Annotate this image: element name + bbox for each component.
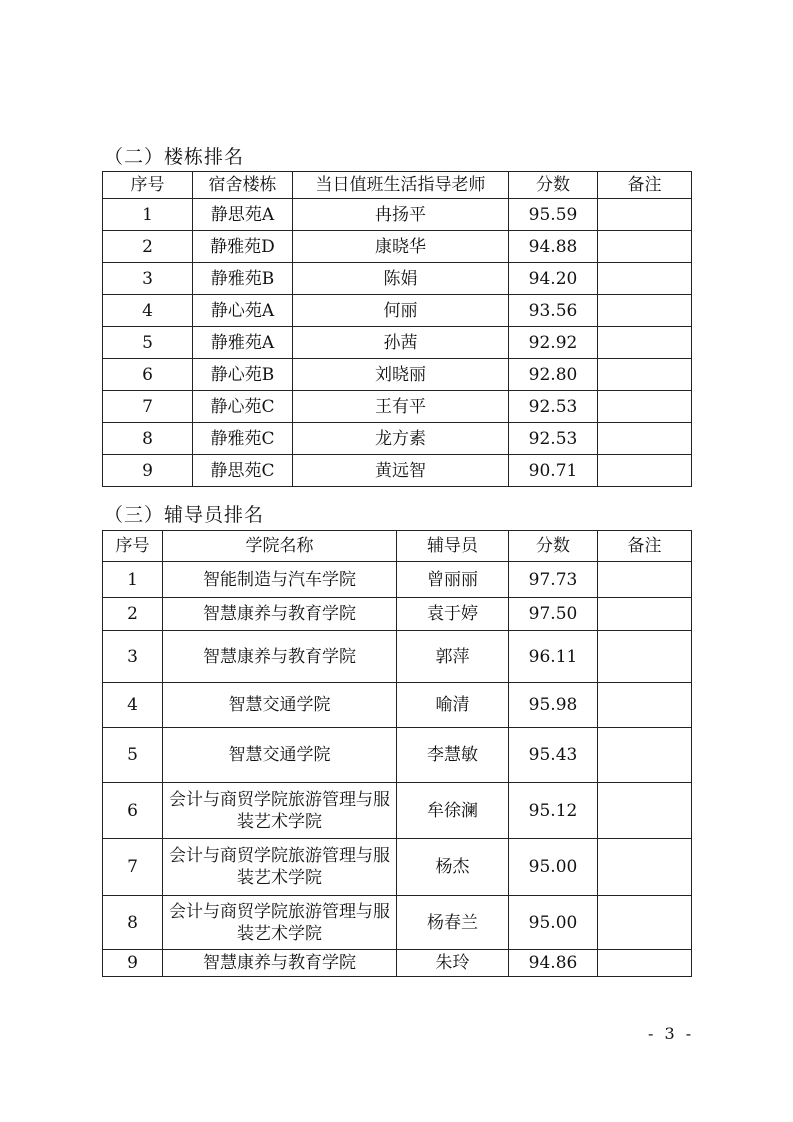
cell-teacher: 刘晓丽 — [293, 359, 509, 391]
cell-score: 92.80 — [509, 359, 598, 391]
cell-note — [598, 783, 692, 839]
table-row — [103, 423, 692, 455]
cell-teacher: 陈娟 — [293, 263, 509, 295]
cell-score: 95.12 — [509, 783, 598, 839]
table-row — [103, 728, 692, 783]
header-note: 备注 — [598, 172, 692, 199]
cell-note — [598, 391, 692, 423]
cell-no: 2 — [103, 231, 193, 263]
cell-score: 97.73 — [509, 562, 598, 598]
cell-counselor: 李慧敏 — [397, 728, 509, 783]
cell-counselor: 郭萍 — [397, 631, 509, 683]
cell-teacher: 王有平 — [293, 391, 509, 423]
cell-college: 智慧康养与教育学院 — [163, 950, 397, 977]
cell-score: 92.92 — [509, 327, 598, 359]
table-row — [103, 683, 692, 728]
table-row — [103, 359, 692, 391]
cell-note — [598, 295, 692, 327]
cell-college: 智慧康养与教育学院 — [163, 631, 397, 683]
header-score: 分数 — [509, 531, 598, 562]
cell-score: 92.53 — [509, 391, 598, 423]
cell-no: 1 — [103, 199, 193, 231]
header-building: 宿舍楼栋 — [193, 172, 293, 199]
cell-no: 5 — [103, 728, 163, 783]
cell-no: 4 — [103, 295, 193, 327]
table-row — [103, 631, 692, 683]
cell-building: 静思苑C — [193, 455, 293, 487]
cell-counselor: 朱玲 — [397, 950, 509, 977]
cell-note — [598, 728, 692, 783]
header-college: 学院名称 — [163, 531, 397, 562]
cell-no: 4 — [103, 683, 163, 728]
cell-no: 6 — [103, 783, 163, 839]
cell-no: 3 — [103, 631, 163, 683]
cell-note — [598, 683, 692, 728]
cell-counselor: 杨春兰 — [397, 896, 509, 950]
cell-note — [598, 263, 692, 295]
header-note: 备注 — [598, 531, 692, 562]
table-row — [103, 839, 692, 896]
cell-college: 智慧康养与教育学院 — [163, 598, 397, 631]
cell-counselor: 袁于婷 — [397, 598, 509, 631]
cell-score: 94.20 — [509, 263, 598, 295]
cell-building: 静思苑A — [193, 199, 293, 231]
table-row — [103, 598, 692, 631]
cell-no: 8 — [103, 423, 193, 455]
table-row — [103, 391, 692, 423]
cell-note — [598, 950, 692, 977]
cell-score: 92.53 — [509, 423, 598, 455]
cell-counselor: 曾丽丽 — [397, 562, 509, 598]
table-row — [103, 327, 692, 359]
cell-note — [598, 423, 692, 455]
cell-no: 2 — [103, 598, 163, 631]
cell-note — [598, 231, 692, 263]
cell-building: 静雅苑B — [193, 263, 293, 295]
cell-note — [598, 199, 692, 231]
cell-no: 7 — [103, 391, 193, 423]
table-header-row — [103, 531, 692, 562]
cell-score: 96.11 — [509, 631, 598, 683]
cell-no: 5 — [103, 327, 193, 359]
cell-no: 8 — [103, 896, 163, 950]
cell-counselor: 牟徐澜 — [397, 783, 509, 839]
cell-building: 静心苑B — [193, 359, 293, 391]
table-row — [103, 950, 692, 977]
cell-teacher: 康晓华 — [293, 231, 509, 263]
cell-no: 6 — [103, 359, 193, 391]
cell-college: 会计与商贸学院旅游管理与服装艺术学院 — [163, 839, 397, 896]
table-row — [103, 231, 692, 263]
table-row — [103, 199, 692, 231]
cell-note — [598, 327, 692, 359]
section2-title: （二）楼栋排名 — [104, 146, 245, 168]
header-no: 序号 — [103, 531, 163, 562]
cell-no: 7 — [103, 839, 163, 896]
cell-building: 静雅苑C — [193, 423, 293, 455]
cell-score: 95.43 — [509, 728, 598, 783]
cell-no: 1 — [103, 562, 163, 598]
table-row — [103, 562, 692, 598]
cell-note — [598, 631, 692, 683]
cell-score: 93.56 — [509, 295, 598, 327]
cell-note — [598, 455, 692, 487]
cell-score: 94.86 — [509, 950, 598, 977]
cell-no: 3 — [103, 263, 193, 295]
cell-note — [598, 598, 692, 631]
table-row — [103, 896, 692, 950]
cell-college: 智慧交通学院 — [163, 728, 397, 783]
building-ranking-table — [102, 171, 692, 487]
table-row — [103, 783, 692, 839]
cell-score: 90.71 — [509, 455, 598, 487]
cell-score: 95.98 — [509, 683, 598, 728]
cell-building: 静雅苑D — [193, 231, 293, 263]
cell-teacher: 何丽 — [293, 295, 509, 327]
cell-note — [598, 562, 692, 598]
cell-score: 97.50 — [509, 598, 598, 631]
cell-building: 静心苑A — [193, 295, 293, 327]
header-counselor: 辅导员 — [397, 531, 509, 562]
cell-counselor: 杨杰 — [397, 839, 509, 896]
cell-college: 智慧交通学院 — [163, 683, 397, 728]
cell-building: 静雅苑A — [193, 327, 293, 359]
cell-teacher: 龙方素 — [293, 423, 509, 455]
counselor-ranking-table — [102, 530, 692, 977]
cell-building: 静心苑C — [193, 391, 293, 423]
cell-score: 95.00 — [509, 896, 598, 950]
cell-teacher: 冉扬平 — [293, 199, 509, 231]
cell-counselor: 喻清 — [397, 683, 509, 728]
table-row — [103, 295, 692, 327]
cell-note — [598, 896, 692, 950]
cell-college: 智能制造与汽车学院 — [163, 562, 397, 598]
header-teacher: 当日值班生活指导老师 — [293, 172, 509, 199]
cell-teacher: 黄远智 — [293, 455, 509, 487]
cell-score: 95.59 — [509, 199, 598, 231]
cell-note — [598, 359, 692, 391]
cell-no: 9 — [103, 455, 193, 487]
cell-college: 会计与商贸学院旅游管理与服装艺术学院 — [163, 896, 397, 950]
table-row — [103, 263, 692, 295]
cell-college: 会计与商贸学院旅游管理与服装艺术学院 — [163, 783, 397, 839]
table-header-row — [103, 172, 692, 199]
cell-no: 9 — [103, 950, 163, 977]
section3-title: （三）辅导员排名 — [104, 504, 265, 526]
cell-score: 94.88 — [509, 231, 598, 263]
cell-score: 95.00 — [509, 839, 598, 896]
cell-note — [598, 839, 692, 896]
cell-teacher: 孙茜 — [293, 327, 509, 359]
page-number: - 3 - — [648, 1024, 695, 1043]
table-row — [103, 455, 692, 487]
header-score: 分数 — [509, 172, 598, 199]
header-no: 序号 — [103, 172, 193, 199]
